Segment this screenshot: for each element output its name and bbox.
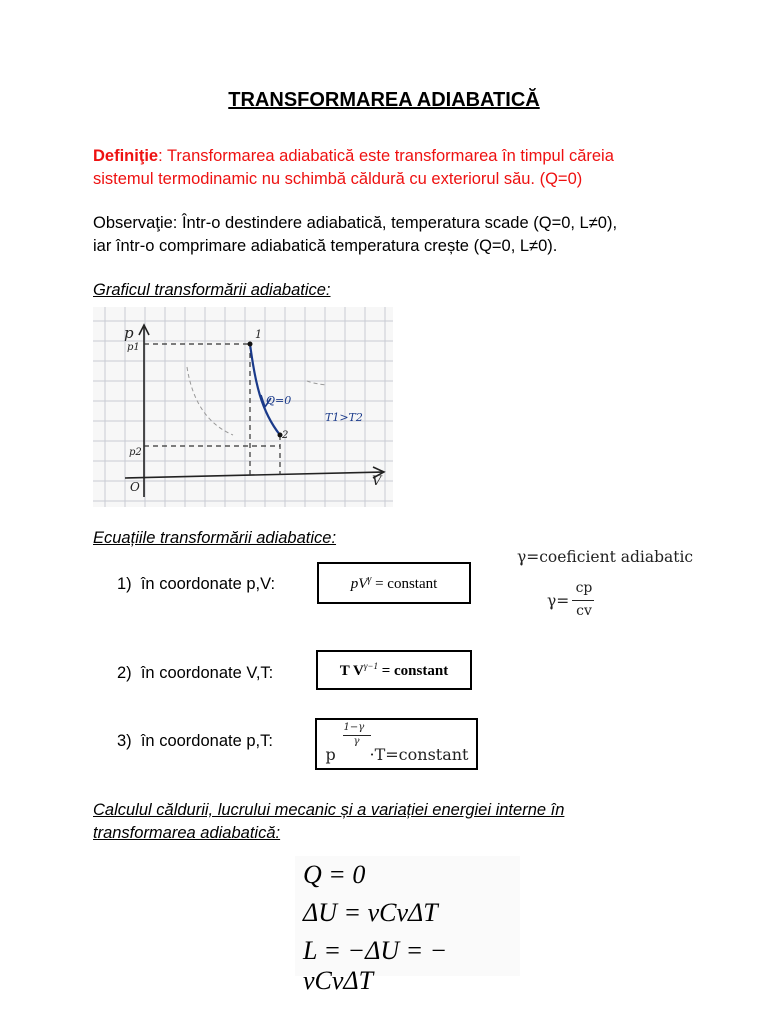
formula-box-2	[316, 650, 472, 690]
formula-3-rest: ·T=constant	[369, 745, 469, 764]
formula-1-sup: γ	[367, 573, 372, 585]
calc-eq-2: ΔU = νCvΔT	[303, 898, 438, 927]
formula-1-main: pV	[350, 575, 368, 592]
formula-box-3	[315, 718, 478, 770]
formula-2-sup: γ−1	[363, 660, 378, 671]
calc-formulas	[295, 856, 520, 995]
definition-label: Definiţie	[93, 147, 159, 165]
adiabatic-graph	[93, 307, 393, 507]
formula-3-sup-den: γ	[353, 736, 360, 747]
eq-text-1: în coordonate p,V:	[140, 575, 276, 593]
label-t: T1>T2	[325, 411, 363, 424]
label-1: 1	[255, 328, 262, 341]
eq-num-1: 1)	[117, 575, 132, 593]
formula-1-rest: = constant	[371, 575, 438, 592]
gamma-fraction-bar	[572, 600, 594, 601]
label-p: p	[124, 324, 134, 342]
calc-heading	[93, 799, 564, 845]
eq-text-2: în coordonate V,T:	[140, 664, 274, 682]
calc-heading-line-1: Calculul căldurii, lucrului mecanic și a variației energiei interne în	[93, 801, 565, 819]
label-p2: p2	[129, 447, 142, 458]
calc-eq-3: L = −ΔU = − νCvΔT	[303, 936, 448, 995]
definition-text-2: sistemul termodinamic nu schimbă căldură cu exteriorul său. (Q=0)	[93, 170, 583, 188]
eq-item-2	[117, 664, 273, 683]
label-2: 2	[282, 430, 289, 441]
formula-box-1	[317, 562, 471, 604]
calc-eq-1: Q = 0	[303, 860, 366, 889]
definition-text-1: : Transformarea adiabatică este transformarea în timpul căreia	[158, 147, 614, 165]
gamma-den: cv	[576, 603, 592, 619]
eq-item-1	[117, 575, 275, 594]
point-1	[248, 342, 253, 347]
observation	[93, 212, 693, 258]
gamma-definition: γ=coeficient adiabatic	[517, 548, 694, 566]
calc-heading-line-2: transformarea adiabatică:	[93, 824, 281, 842]
page-title: TRANSFORMAREA ADIABATICĂ	[228, 89, 540, 111]
eq-num-2: 2)	[117, 664, 132, 682]
equations-heading: Ecuațiile transformării adiabatice:	[93, 529, 337, 547]
eq-num-3: 3)	[117, 732, 132, 750]
formula-2-rest: = constant	[377, 662, 449, 679]
gamma-num: cp	[575, 580, 593, 596]
observation-line-2: iar într-o comprimare adiabatică temperatura crește (Q=0, L≠0).	[93, 237, 558, 255]
label-v: V	[372, 474, 382, 489]
label-p1: p1	[127, 342, 140, 353]
label-origin: O	[130, 480, 140, 494]
eq-text-3: în coordonate p,T:	[140, 732, 273, 750]
observation-line-1: Observaţie: Într-o destindere adiabatică, temperatura scade (Q=0, L≠0),	[93, 214, 618, 232]
graph-heading: Graficul transformării adiabatice:	[93, 281, 331, 299]
label-q0: Q=0	[266, 394, 292, 407]
definition	[93, 145, 693, 191]
formula-3-sup: 1−γ	[343, 722, 365, 733]
gamma-lhs: γ=	[547, 592, 570, 610]
eq-item-3	[117, 732, 273, 751]
formula-2-main: T V	[339, 662, 364, 679]
formula-3-main: p	[325, 745, 336, 764]
